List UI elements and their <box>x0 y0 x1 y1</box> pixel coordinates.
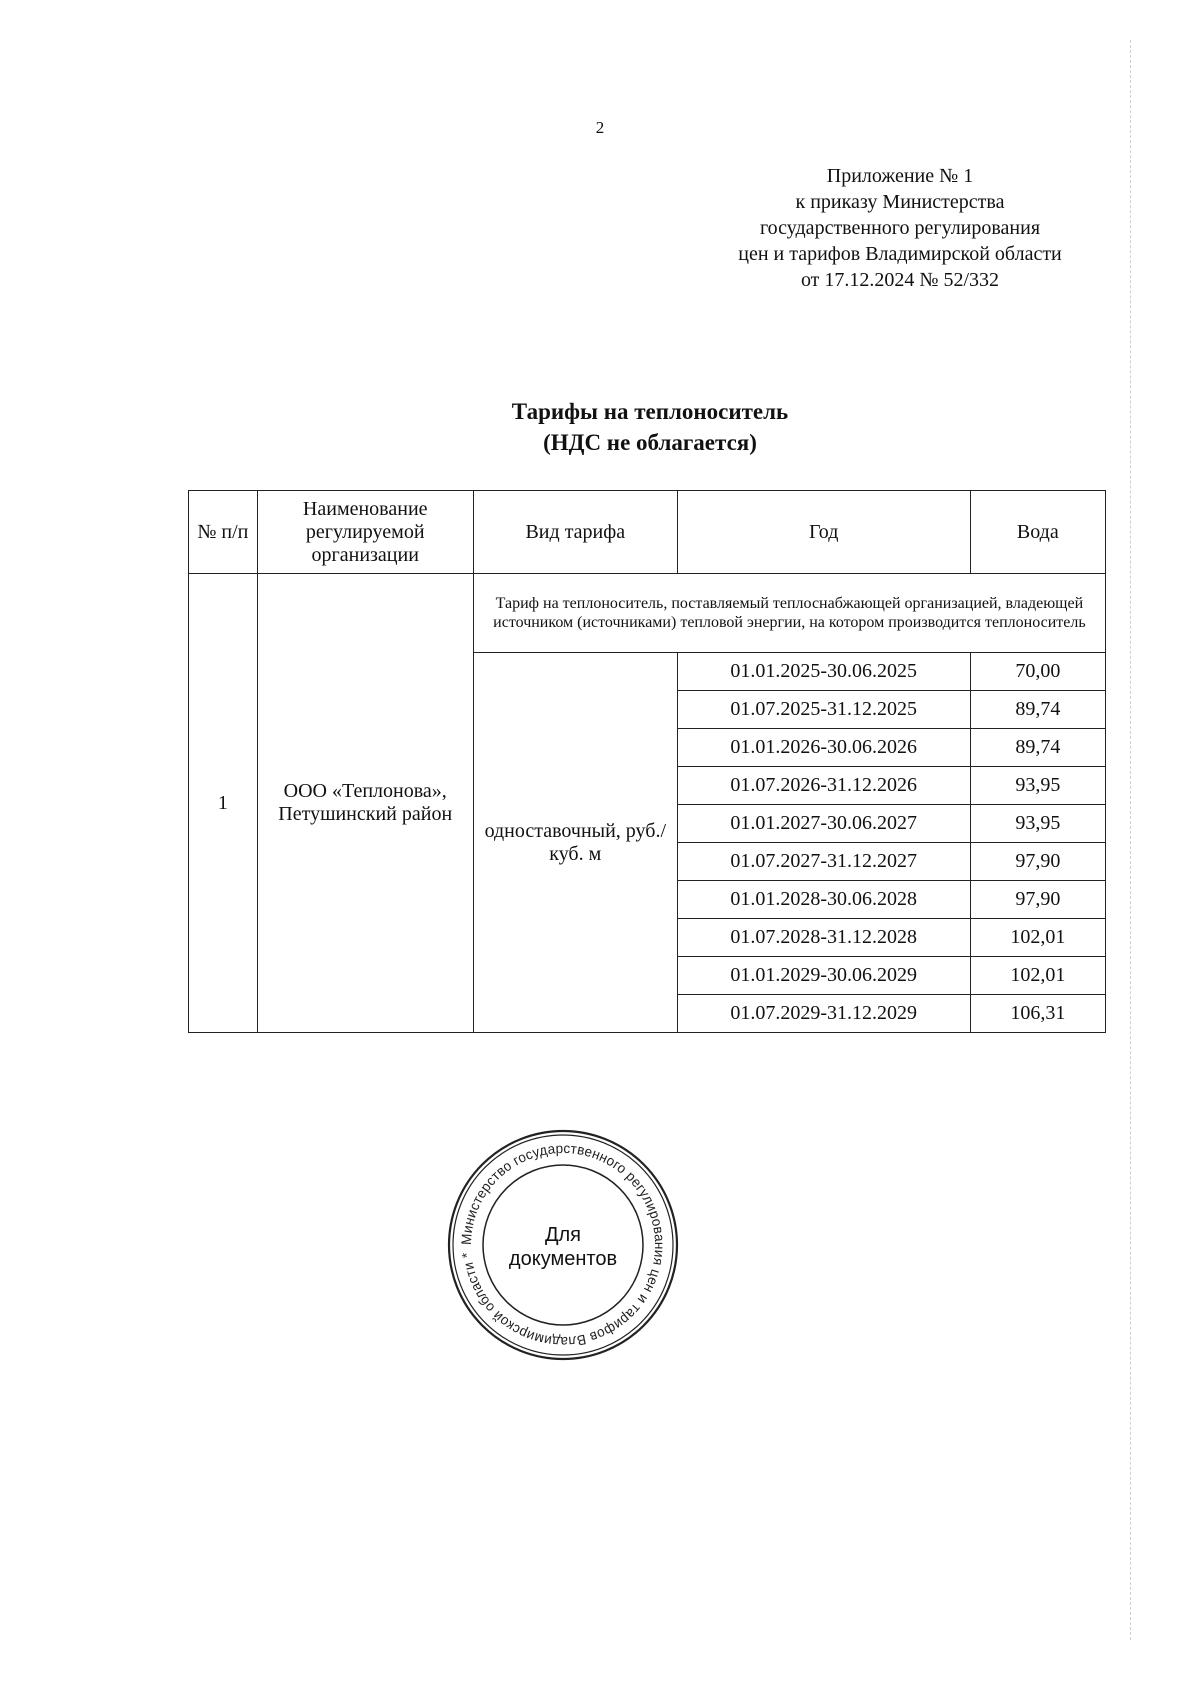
period-cell: 01.01.2026-30.06.2026 <box>677 729 970 767</box>
title-subline: (НДС не облагается) <box>543 430 757 455</box>
period-cell: 01.01.2029-30.06.2029 <box>677 957 970 995</box>
header-year: Год <box>677 491 970 574</box>
page-number: 2 <box>595 118 605 137</box>
period-cell: 01.07.2029-31.12.2029 <box>677 995 970 1033</box>
header-num: № п/п <box>189 491 258 574</box>
appendix-line: Приложение № 1 <box>826 165 974 187</box>
period-cell: 01.01.2025-30.06.2025 <box>677 653 970 691</box>
period-cell: 01.01.2027-30.06.2027 <box>677 805 970 843</box>
scan-margin-line <box>1130 40 1131 1640</box>
document-title <box>0 396 1200 458</box>
appendix-line: от 17.12.2024 № 52/332 <box>800 269 1000 291</box>
row-number-cell: 1 <box>189 574 258 1033</box>
appendix-line: государственного регулирования <box>759 217 1041 239</box>
water-value-cell: 70,00 <box>970 653 1105 691</box>
water-value-cell: 93,95 <box>970 767 1105 805</box>
appendix-line: цен и тарифов Владимирской области <box>738 243 1062 265</box>
org-name-cell: ООО «Теплонова», Петушинский район <box>257 574 473 1033</box>
water-value-cell: 89,74 <box>970 729 1105 767</box>
seal-center-text <box>446 1223 680 1271</box>
period-cell: 01.07.2027-31.12.2027 <box>677 843 970 881</box>
tariff-table <box>188 490 1106 1033</box>
header-org: Наименование регулируемой организации <box>257 491 473 574</box>
period-cell: 01.07.2026-31.12.2026 <box>677 767 970 805</box>
seal-center-line: Для <box>544 1224 582 1246</box>
water-value-cell: 93,95 <box>970 805 1105 843</box>
seal-ring-text: Министерство государственного регулирования цен и тарифов Владимирской области * <box>457 1139 669 1351</box>
table-row <box>189 574 1106 653</box>
water-value-cell: 97,90 <box>970 843 1105 881</box>
period-cell: 01.07.2028-31.12.2028 <box>677 919 970 957</box>
seal-center-line: документов <box>508 1248 618 1270</box>
title-line: Тарифы на теплоноситель <box>511 399 789 424</box>
water-value-cell: 102,01 <box>970 919 1105 957</box>
water-value-cell: 97,90 <box>970 881 1105 919</box>
period-cell: 01.01.2028-30.06.2028 <box>677 881 970 919</box>
water-value-cell: 106,31 <box>970 995 1105 1033</box>
table-header-row <box>189 491 1106 574</box>
header-type: Вид тарифа <box>473 491 677 574</box>
appendix-line: к приказу Министерства <box>795 191 1005 213</box>
tariff-type-cell: одноставочный, руб./куб. м <box>473 653 677 1033</box>
tariff-subheader: Тариф на теплоноситель, поставляемый теплоснабжающей организацией, владеющей источником (источниками) тепловой энергии, на котором производится теплоноситель <box>473 574 1105 653</box>
water-value-cell: 102,01 <box>970 957 1105 995</box>
water-value-cell: 89,74 <box>970 691 1105 729</box>
header-water: Вода <box>970 491 1105 574</box>
appendix-header <box>700 163 1100 293</box>
period-cell: 01.07.2025-31.12.2025 <box>677 691 970 729</box>
